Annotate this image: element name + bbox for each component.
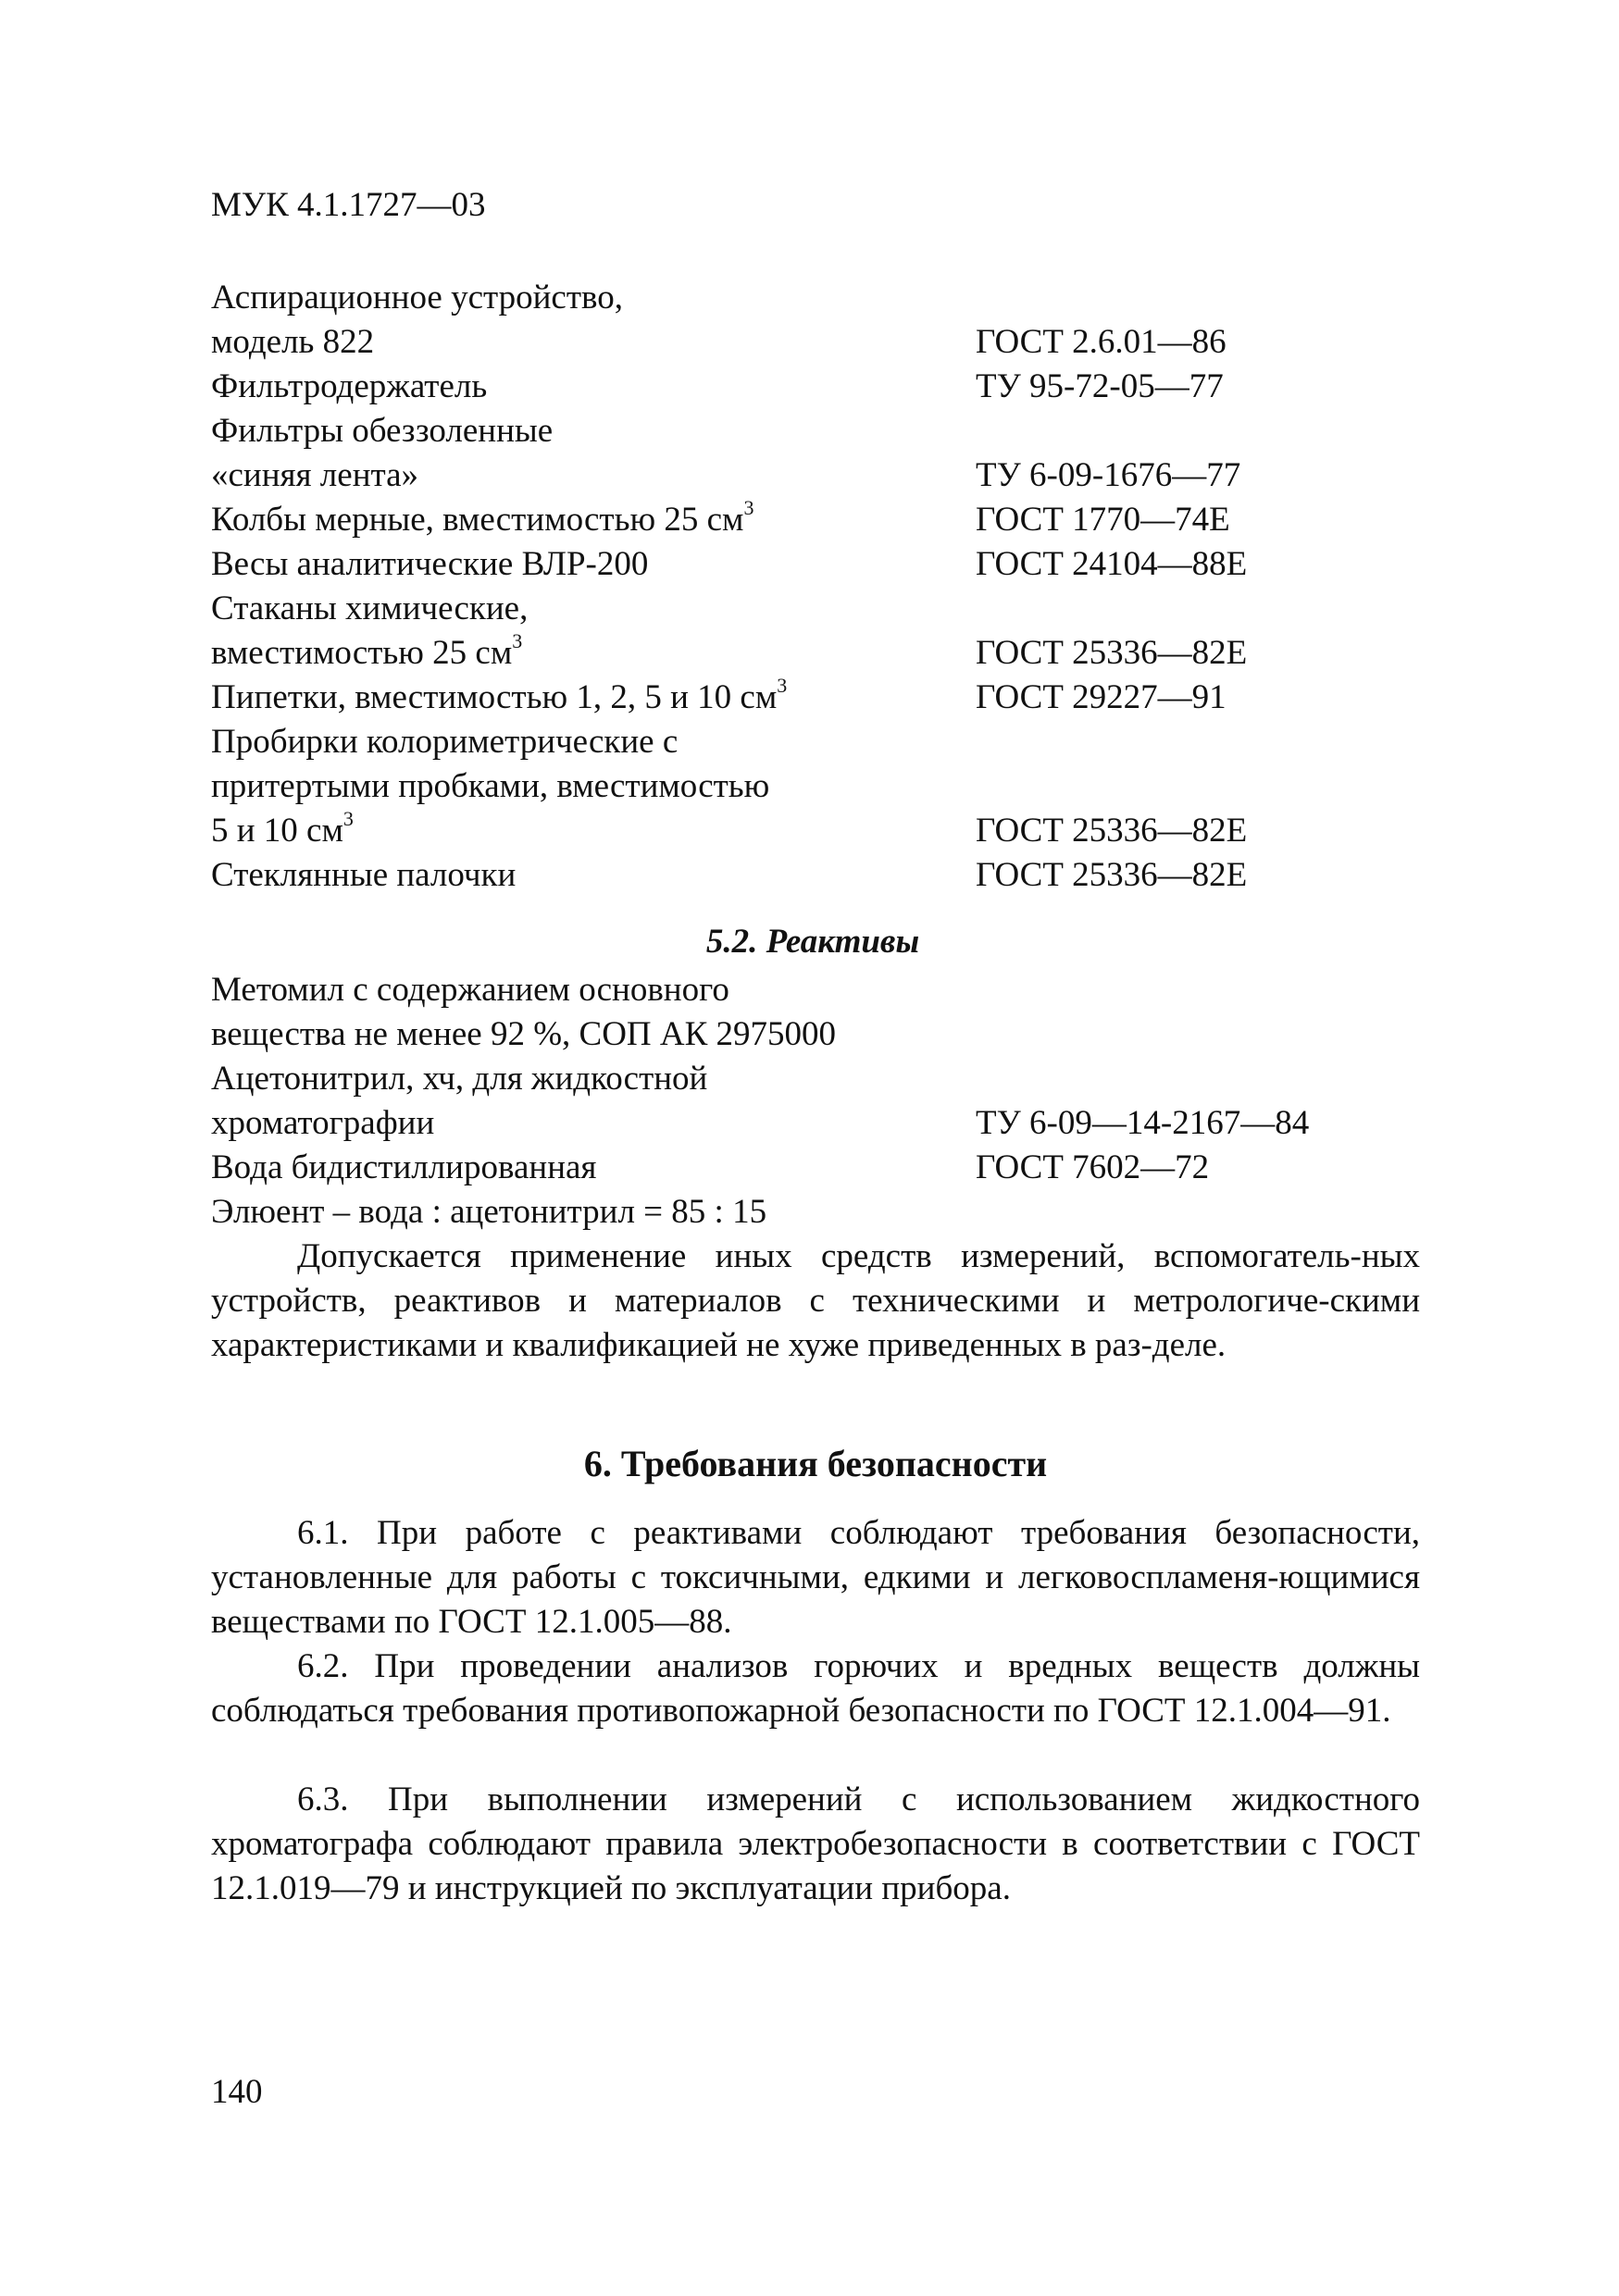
- reagent-row: [211, 1146, 1414, 1190]
- section-6-paragraph-1: 6.1. При работе с реактивами соблюдают требования безопасности, установленные для работы с токсичными, едкими и легковоспламеня-ющимися веществами по ГОСТ 12.1.005—88.: [211, 1514, 1420, 1641]
- equipment-row: [211, 495, 1414, 542]
- equipment-row: [211, 587, 1414, 631]
- equipment-row-name: модель 822: [211, 323, 375, 361]
- reagents-heading: 5.2. Реактивы: [705, 923, 920, 961]
- equipment-row-name: Стеклянные палочки: [211, 856, 517, 894]
- equipment-row-standard: ГОСТ 25336—82Е: [976, 634, 1248, 672]
- equipment-row: [211, 320, 1414, 365]
- equipment-row: [211, 365, 1414, 409]
- allowance-paragraph: Допускается применение иных средств измерений, вспомогатель-ных устройств, реактивов и материалов с техническими и метрологиче-скими характеристиками и квалификацией не хуже приведенных в раз-деле.: [211, 1237, 1420, 1364]
- reagent-row: [211, 968, 1414, 1012]
- equipment-row-standard: ГОСТ 24104—88Е: [976, 545, 1248, 583]
- equipment-row-standard: ТУ 95-72-05—77: [976, 367, 1224, 405]
- equipment-row-standard: ГОСТ 25336—82Е: [976, 856, 1248, 894]
- equipment-row-name: 5 и 10 $см^3$: [211, 806, 354, 850]
- equipment-row-name: «синяя лента»: [211, 456, 419, 494]
- reagent-row-name: Элюент – вода : ацетонитрил = 85 : 15: [211, 1193, 767, 1231]
- equipment-row-name: притертыми пробками, вместимостью: [211, 767, 770, 805]
- document-code-header: МУК 4.1.1727—03: [211, 186, 486, 224]
- equipment-row: [211, 628, 1414, 676]
- reagent-row-name: вещества не менее 92 %, СОП АК 2975000: [211, 1015, 837, 1053]
- reagent-row-standard: ГОСТ 7602—72: [976, 1148, 1210, 1186]
- reagents-list: [211, 968, 1414, 1235]
- equipment-row-standard: ТУ 6-09-1676—77: [976, 456, 1241, 494]
- equipment-row: [211, 453, 1414, 498]
- equipment-row-name: Пробирки колориметрические с: [211, 723, 679, 761]
- reagent-row-name: Вода бидистиллированная: [211, 1148, 597, 1186]
- reagent-row: [211, 1101, 1414, 1146]
- equipment-row-name: Аспирационное устройство,: [211, 279, 623, 316]
- equipment-row-name: Стаканы химические,: [211, 590, 529, 627]
- equipment-row: [211, 276, 1414, 320]
- equipment-row-name: Весы аналитические ВЛР-200: [211, 545, 649, 583]
- equipment-row: [211, 673, 1414, 720]
- equipment-row: [211, 764, 1414, 809]
- equipment-row: [211, 853, 1414, 898]
- equipment-row-name: Фильтры обеззоленные: [211, 412, 554, 450]
- equipment-row-standard: ГОСТ 29227—91: [976, 678, 1227, 716]
- reagent-row-name: Ацетонитрил, хч, для жидкостной: [211, 1060, 708, 1098]
- section-6-paragraph-3: 6.3. При выполнении измерений с использованием жидкостного хроматографа соблюдают правила электробезопасности в соответствии с ГОСТ 12.1.019—79 и инструкцией по эксплуатации прибора.: [211, 1781, 1420, 1907]
- equipment-row-standard: ГОСТ 25336—82Е: [976, 812, 1248, 850]
- section-6-title: 6. Требования безопасности: [583, 1443, 1048, 1484]
- equipment-list: [211, 276, 1414, 898]
- reagent-row: [211, 1190, 1414, 1235]
- section-6-paragraph-2: 6.2. При проведении анализов горючих и вредных веществ должны соблюдаться требования противопожарной безопасности по ГОСТ 12.1.004—91.: [211, 1647, 1420, 1730]
- reagent-row-standard: ТУ 6-09—14-2167—84: [976, 1104, 1310, 1142]
- equipment-row-name: вместимостью 25 $см^3$: [211, 628, 523, 672]
- equipment-row: [211, 806, 1414, 853]
- equipment-row: [211, 409, 1414, 453]
- equipment-row: [211, 720, 1414, 764]
- equipment-row-standard: ГОСТ 2.6.01—86: [976, 323, 1227, 361]
- reagent-row: [211, 1057, 1414, 1101]
- page-number: 140: [211, 2073, 263, 2111]
- equipment-row-name: Колбы мерные, вместимостью 25 $см^3$: [211, 495, 754, 539]
- equipment-row-standard: ГОСТ 1770—74Е: [976, 501, 1230, 539]
- equipment-row-name: Фильтродержатель: [211, 367, 488, 405]
- equipment-row-name: Пипетки, вместимостью 1, 2, 5 и 10 $см^3$: [211, 673, 788, 716]
- reagent-row: [211, 1012, 1414, 1057]
- equipment-row: [211, 542, 1414, 587]
- reagent-row-name: Метомил с содержанием основного: [211, 971, 729, 1009]
- reagent-row-name: хроматографии: [211, 1104, 435, 1142]
